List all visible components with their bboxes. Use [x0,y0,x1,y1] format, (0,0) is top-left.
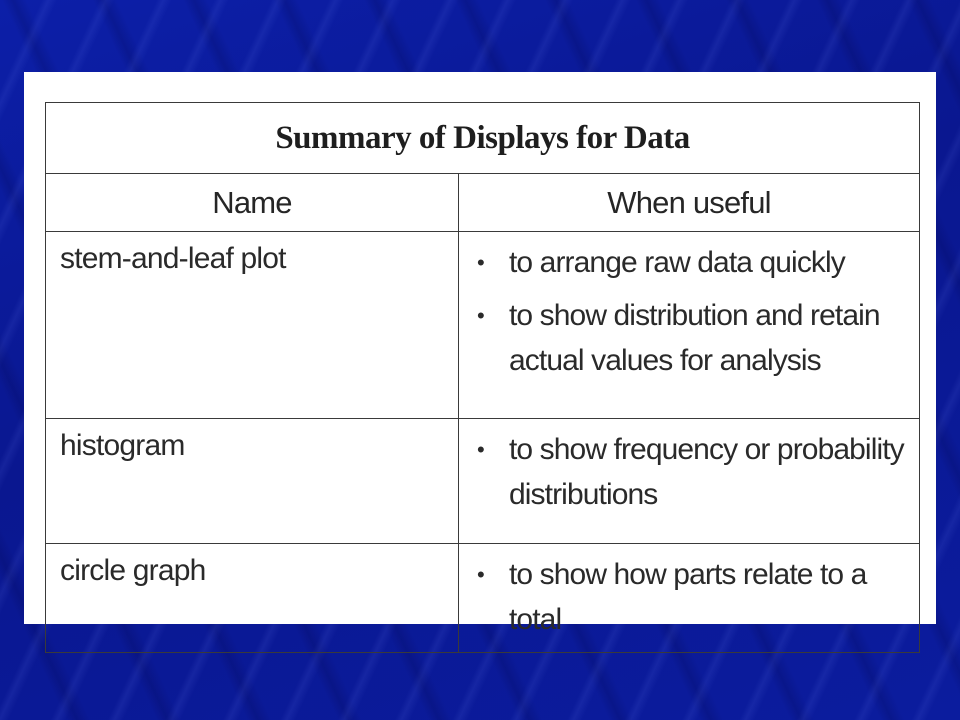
use-text: to show frequency or probability distributions [509,433,904,511]
row-uses-cell [459,544,920,653]
list-item [473,240,911,285]
list-item [473,293,911,383]
table-header-row [46,174,920,232]
bullet-icon: • [477,250,484,275]
bullet-icon: • [477,562,484,587]
uses-list [473,427,911,517]
list-item [473,427,911,517]
row-uses-cell [459,419,920,544]
use-text: to arrange raw data quickly [509,246,845,279]
uses-list [473,552,911,642]
table-title-row [46,103,920,174]
summary-table [45,102,920,653]
column-header-name: Name [46,174,459,232]
table-row [46,544,920,653]
row-uses-cell [459,232,920,419]
bullet-icon: • [477,303,484,328]
use-text: to show how parts relate to a total [509,558,867,636]
table-row [46,232,920,419]
table-row [46,419,920,544]
table-title: Summary of Displays for Data [46,103,920,174]
list-item [473,552,911,642]
slide-content-panel [24,72,936,636]
row-name-cell: stem-and-leaf plot [46,232,459,419]
row-name-cell: circle graph [46,544,459,653]
column-header-when-useful: When useful [459,174,920,232]
bullet-icon: • [477,437,484,462]
use-text: to show distribution and retain actual values for analysis [509,299,880,377]
uses-list [473,240,911,383]
row-name-cell: histogram [46,419,459,544]
